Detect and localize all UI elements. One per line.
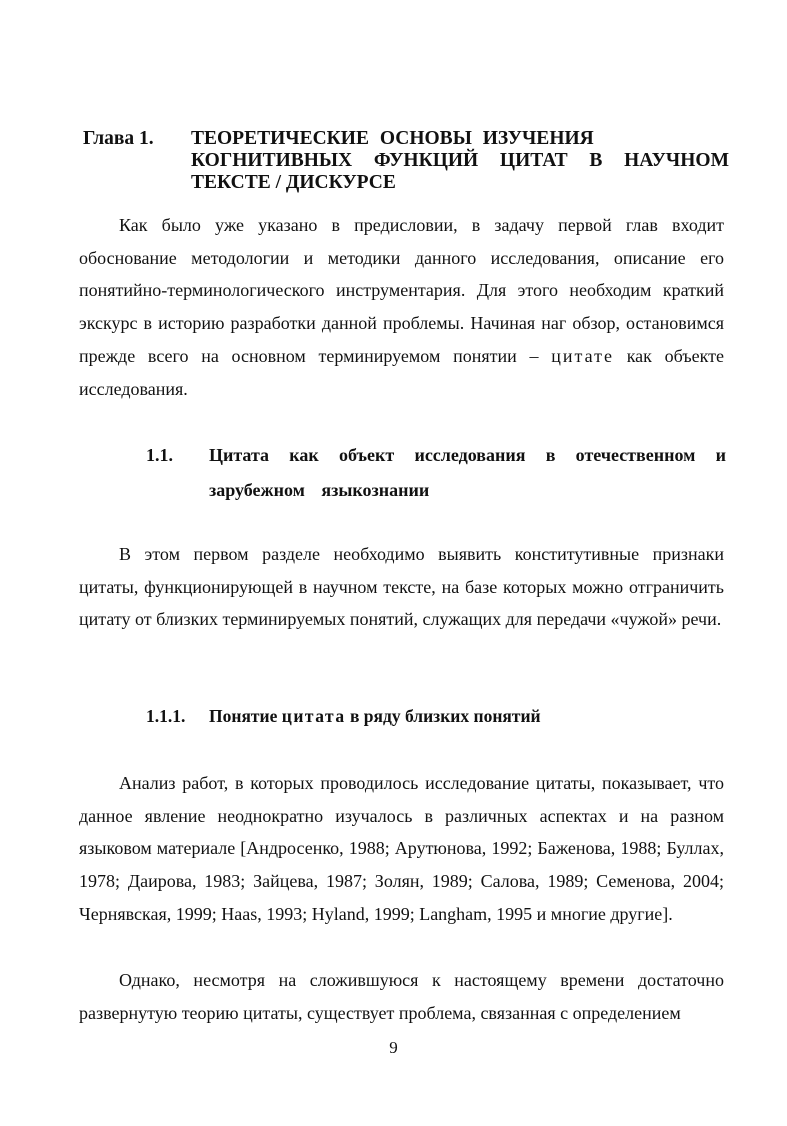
chapter-title-line: ТЕОРЕТИЧЕСКИЕ ОСНОВЫ ИЗУЧЕНИЯ <box>191 128 594 149</box>
section-title <box>209 438 726 508</box>
subsection-heading <box>146 704 541 728</box>
chapter-label: Глава 1. <box>83 128 154 149</box>
paragraph: В этом первом разделе необходимо выявить конститутивные признаки цитаты, функционирующей в научном тексте, на базе которых можно отграничить цитату от близких терминируемых понятий, служащих для передачи «чужой» речи. <box>79 544 724 630</box>
section-title-line: зарубежном языкознании <box>209 480 430 500</box>
subsection-title: в ряду близких понятий <box>345 706 541 726</box>
paragraph: Анализ работ, в которых проводилось исследование цитаты, показывает, что данное явление неоднократно изучалось в различных аспектах и на разном языковом материале [Андросенко, 1988; Арутюнова, 1992; Баженова, 1988; Буллах, 1978; Даирова, 1983; Зайцева, 1987; Золян, 1989; Салова, 1989; Семенова, 2004; Чернявская, 1999; Haas, 1993; Hyland, 1999; Langham, 1995 и многие другие]. <box>79 773 724 924</box>
subsection-number: 1.1.1. <box>146 706 186 726</box>
paragraph-text: как объекте исследования. <box>79 345 725 399</box>
page-number: 9 <box>389 1038 398 1057</box>
emphasized-term: цитате <box>551 345 614 366</box>
subsection-title-term: цитата <box>281 706 346 726</box>
paragraph <box>79 209 724 405</box>
paragraph: Однако, несмотря на сложившуюся к настоящему времени достаточно развернутую теорию цитаты, существует проблема, связанная с определением <box>79 970 724 1023</box>
section-title-line: Цитата как объект исследования в отечественном и <box>209 445 726 465</box>
chapter-title-line: ТЕКСТЕ / ДИСКУРСЕ <box>191 172 396 193</box>
chapter-title-line: КОГНИТИВНЫХ ФУНКЦИЙ ЦИТАТ В НАУЧНОМ <box>191 150 729 171</box>
subsection-title: Понятие <box>209 706 282 726</box>
paragraph-text: Как было уже указано в предисловии, в задачу первой глав входит обоснование методологии и методики данного исследования, описание его понятийно-терминологического инструментария. Для этого необходим краткий экскурс в историю разработки данной проблемы. Начиная наг обзор, остановимся прежде всего на основном терминируемом понятии – <box>79 215 724 366</box>
chapter-title <box>191 128 729 194</box>
section-number: 1.1. <box>146 445 173 465</box>
